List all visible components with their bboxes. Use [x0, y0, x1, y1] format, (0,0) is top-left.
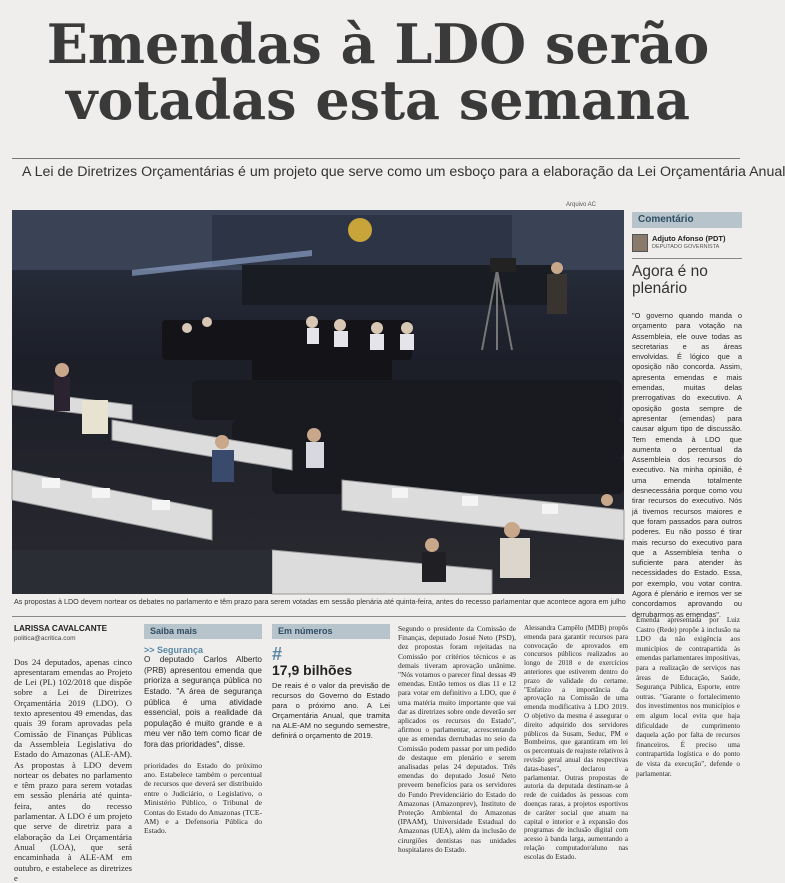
top-rule [12, 158, 740, 159]
body-rule [12, 616, 626, 617]
em-numeros-text: De reais é o valor da previsão de recursos do Governo do Estado para o próximo ano. A Lei Orçamentária Anual, que tramita na ALE-AM no segundo semestre, definirá o orçamento de 2019. [272, 681, 390, 741]
author-email: politica@acritica.com [14, 635, 76, 643]
headline-line-2: votadas esta semana [66, 68, 690, 132]
article-text-col4: Segundo o presidente da Comissão de Finanças, deputado Josué Neto (PSD), dez propostas foram rejeitadas na Comissão por critérios técnicos e as demais tiveram aprovação unânime. "Nós votamos o parecer final dessas 49 emendas. Então temos os dias 11 e 12 para votar em definitivo a LDO, que é uma matéria muito importante que vai dar as diretrizes sobre onde deverão ser aplicados os recursos do Estado", afirmou o parlamentar, acrescentando que as emendas derrubadas no seio da Comissão podem passar por um pedido de destaque em plenário e serem analisadas pelas 24 deputados. Três emendas do deputado Josué Neto preveem benefícios para os servidores do Fundo Previdenciário do Estado do Amazonas (Amazonprev), Instituto de Proteção Ambiental do Amazonas (IPAAM), Universidade Estadual do Amazonas (UEA), além da inclusão de cirurgiões dentistas nas unidades hospitalares do Estado. [398, 624, 516, 854]
plenary-photo-illustration [12, 210, 624, 594]
article-text-col6: Emenda apresentada por Luiz Castro (Rede) propõe à inclusão na LDO da não exigência aos municípios de contrapartida às emendas parlamentares impositivas, para a realização de serviços nas áreas de Educação, Saúde, Segurança Pública, Esporte, entre outras. "Garante o fortalecimento dos investimentos nos municípios e em algum local evita que haja dificuldade de cumprimento daquela ação por falta de recursos financeiros. É preciso uma contrapartida logística e do ponto de vista da execução", defende o parlamentar. [636, 616, 740, 778]
author-meta [652, 234, 725, 250]
article-column-3 [272, 624, 390, 741]
saiba-mais-tag: Saiba mais [144, 624, 262, 639]
comment-author [632, 234, 742, 252]
plenary-photo [12, 210, 624, 594]
comment-sidebar [632, 212, 742, 619]
photo-credit: Arquivo AC [566, 202, 597, 208]
author-name: Adjuto Afonso (PDT) [652, 234, 726, 243]
article-column-5 [524, 624, 628, 862]
article-column-1 [14, 624, 132, 883]
article-text-col1: Dos 24 deputados, apenas cinco apresentaram emendas ao Projeto de Lei (PL) 102/2018 que dispõe sobre a Lei de Diretrizes Orçamentária 2019 (LDO). O texto apresentou 49 emendas, das quais 39 foram aprovadas pela Comissão de Finanças Públicas da Assembleia Legislativa do Estado do Amazonas (ALE-AM). As propostas à LDO devem nortear os debates no parlamento e têm prazo para serem votadas em sessão plenária até quinta-feira, antes do recesso parlamentar. A LDO é um projeto que serve de diretriz para a elaboração da Lei Orçamentária Anual (LOA), que será encaminhada à ALE-AM em outubro, e estabelece as diretrizes e [14, 656, 132, 883]
article-column-6 [636, 616, 740, 779]
article-text-col5: Alessandra Campêlo (MDB) propôs emenda para garantir recursos para convocação de aprovados em concursos públicos realizados ao longo de 2018 e de exercícios anteriores que estiverem dentro do prazo de validade do certame. "Enfatizo a importância da aprovação na Comissão de uma emenda modificativa à LDO 2019. O objetivo da mesma é assegurar o direito adquirido dos servidores públicos da Susam, Seduc, PM e Bombeiros, que garantiram em lei os percentuais de reajuste relativos à revisão geral anual das respectivas datas-bases", declarou a parlamentar. Outras propostas de autoria da deputada destinam-se à rede de cuidados às pessoas com doenças raras, a projetos esportivos de caráter social que atuam na capital e interior e à expansão dos programas de inclusão digital com acesso à banda larga, aumentando a relação computador/aluno nas escolas do Estado. [524, 624, 628, 861]
seguranca-label: >> Segurança [144, 645, 204, 655]
author-role: DEPUTADO GOVERNISTA [652, 244, 720, 250]
byline: LARISSA CAVALCANTE [14, 624, 108, 633]
saiba-mais-text: O deputado Carlos Alberto (PRB) apresentou emenda que prioriza a segurança pública no Estado. "A área de segurança pública é uma atividade essencial, pois a realidade da população é muito grande e a meu ver não tem como ficar de fora das prioridades", disse. [144, 655, 262, 750]
headline-line-1: Emendas à LDO serão [46, 12, 710, 76]
article-column-2 [144, 624, 262, 836]
photo-caption: As propostas à LDO devem nortear os debates no parlamento e têm prazo para serem votadas em sessão plenária até quinta-feira, antes do recesso parlamentar que acontece agora em julho [14, 597, 626, 606]
avatar [632, 234, 648, 252]
em-numeros-value: 17,9 bilhões [272, 662, 353, 678]
comment-body: "O governo quando manda o orçamento para votação na Assembleia, ele ouve todas as secretarias e as áreas envolvidas. É lógico que a oposição não concorda. Assim, apresenta emendas e mais emendas, muitas delas prerrogativas do executivo. A oposição gosta sempre de apresentar (emendas) para causar algum tipo de discussão. Tem emenda à LDO que aumenta o percentual da Assembleia dos recursos do executivo. Na minha opinião, é uma emenda totalmente desnecessária porque como vou tirar recursos do executivo. Nós já tivemos recursos maiores e que foram passados para outros poderes. Eu não posso é tirar mais recurso do executivo para que a Assembleia tenha o suficiente para atender às necessidades do Estado. Essa, por exemplo, vou votar contra. Agora é plenário e iremos ver se concordamos aprovando ou derrubarmos as emendas". [632, 311, 742, 619]
headline [22, 12, 734, 132]
hash-icon: # [272, 644, 283, 664]
subhead: A Lei de Diretrizes Orçamentárias é um projeto que serve como um esboço para a elaboração da Lei Orçamentária Anual [22, 164, 785, 180]
comment-tag: Comentário [632, 212, 742, 228]
article-text-col2: prioridades do Estado do próximo ano. Estabelece também o percentual de recursos que deverá ser distribuído entre o Judiciário, o Legislativo, o Ministério Público, o Tribunal de Contas do Estado do Amazonas (TCE-AM) e a Defensoria Pública do Estado. [144, 760, 262, 836]
article-column-4 [398, 624, 516, 854]
em-numeros-tag: Em números [272, 624, 390, 639]
comment-title: Agora é no plenário [632, 258, 742, 297]
